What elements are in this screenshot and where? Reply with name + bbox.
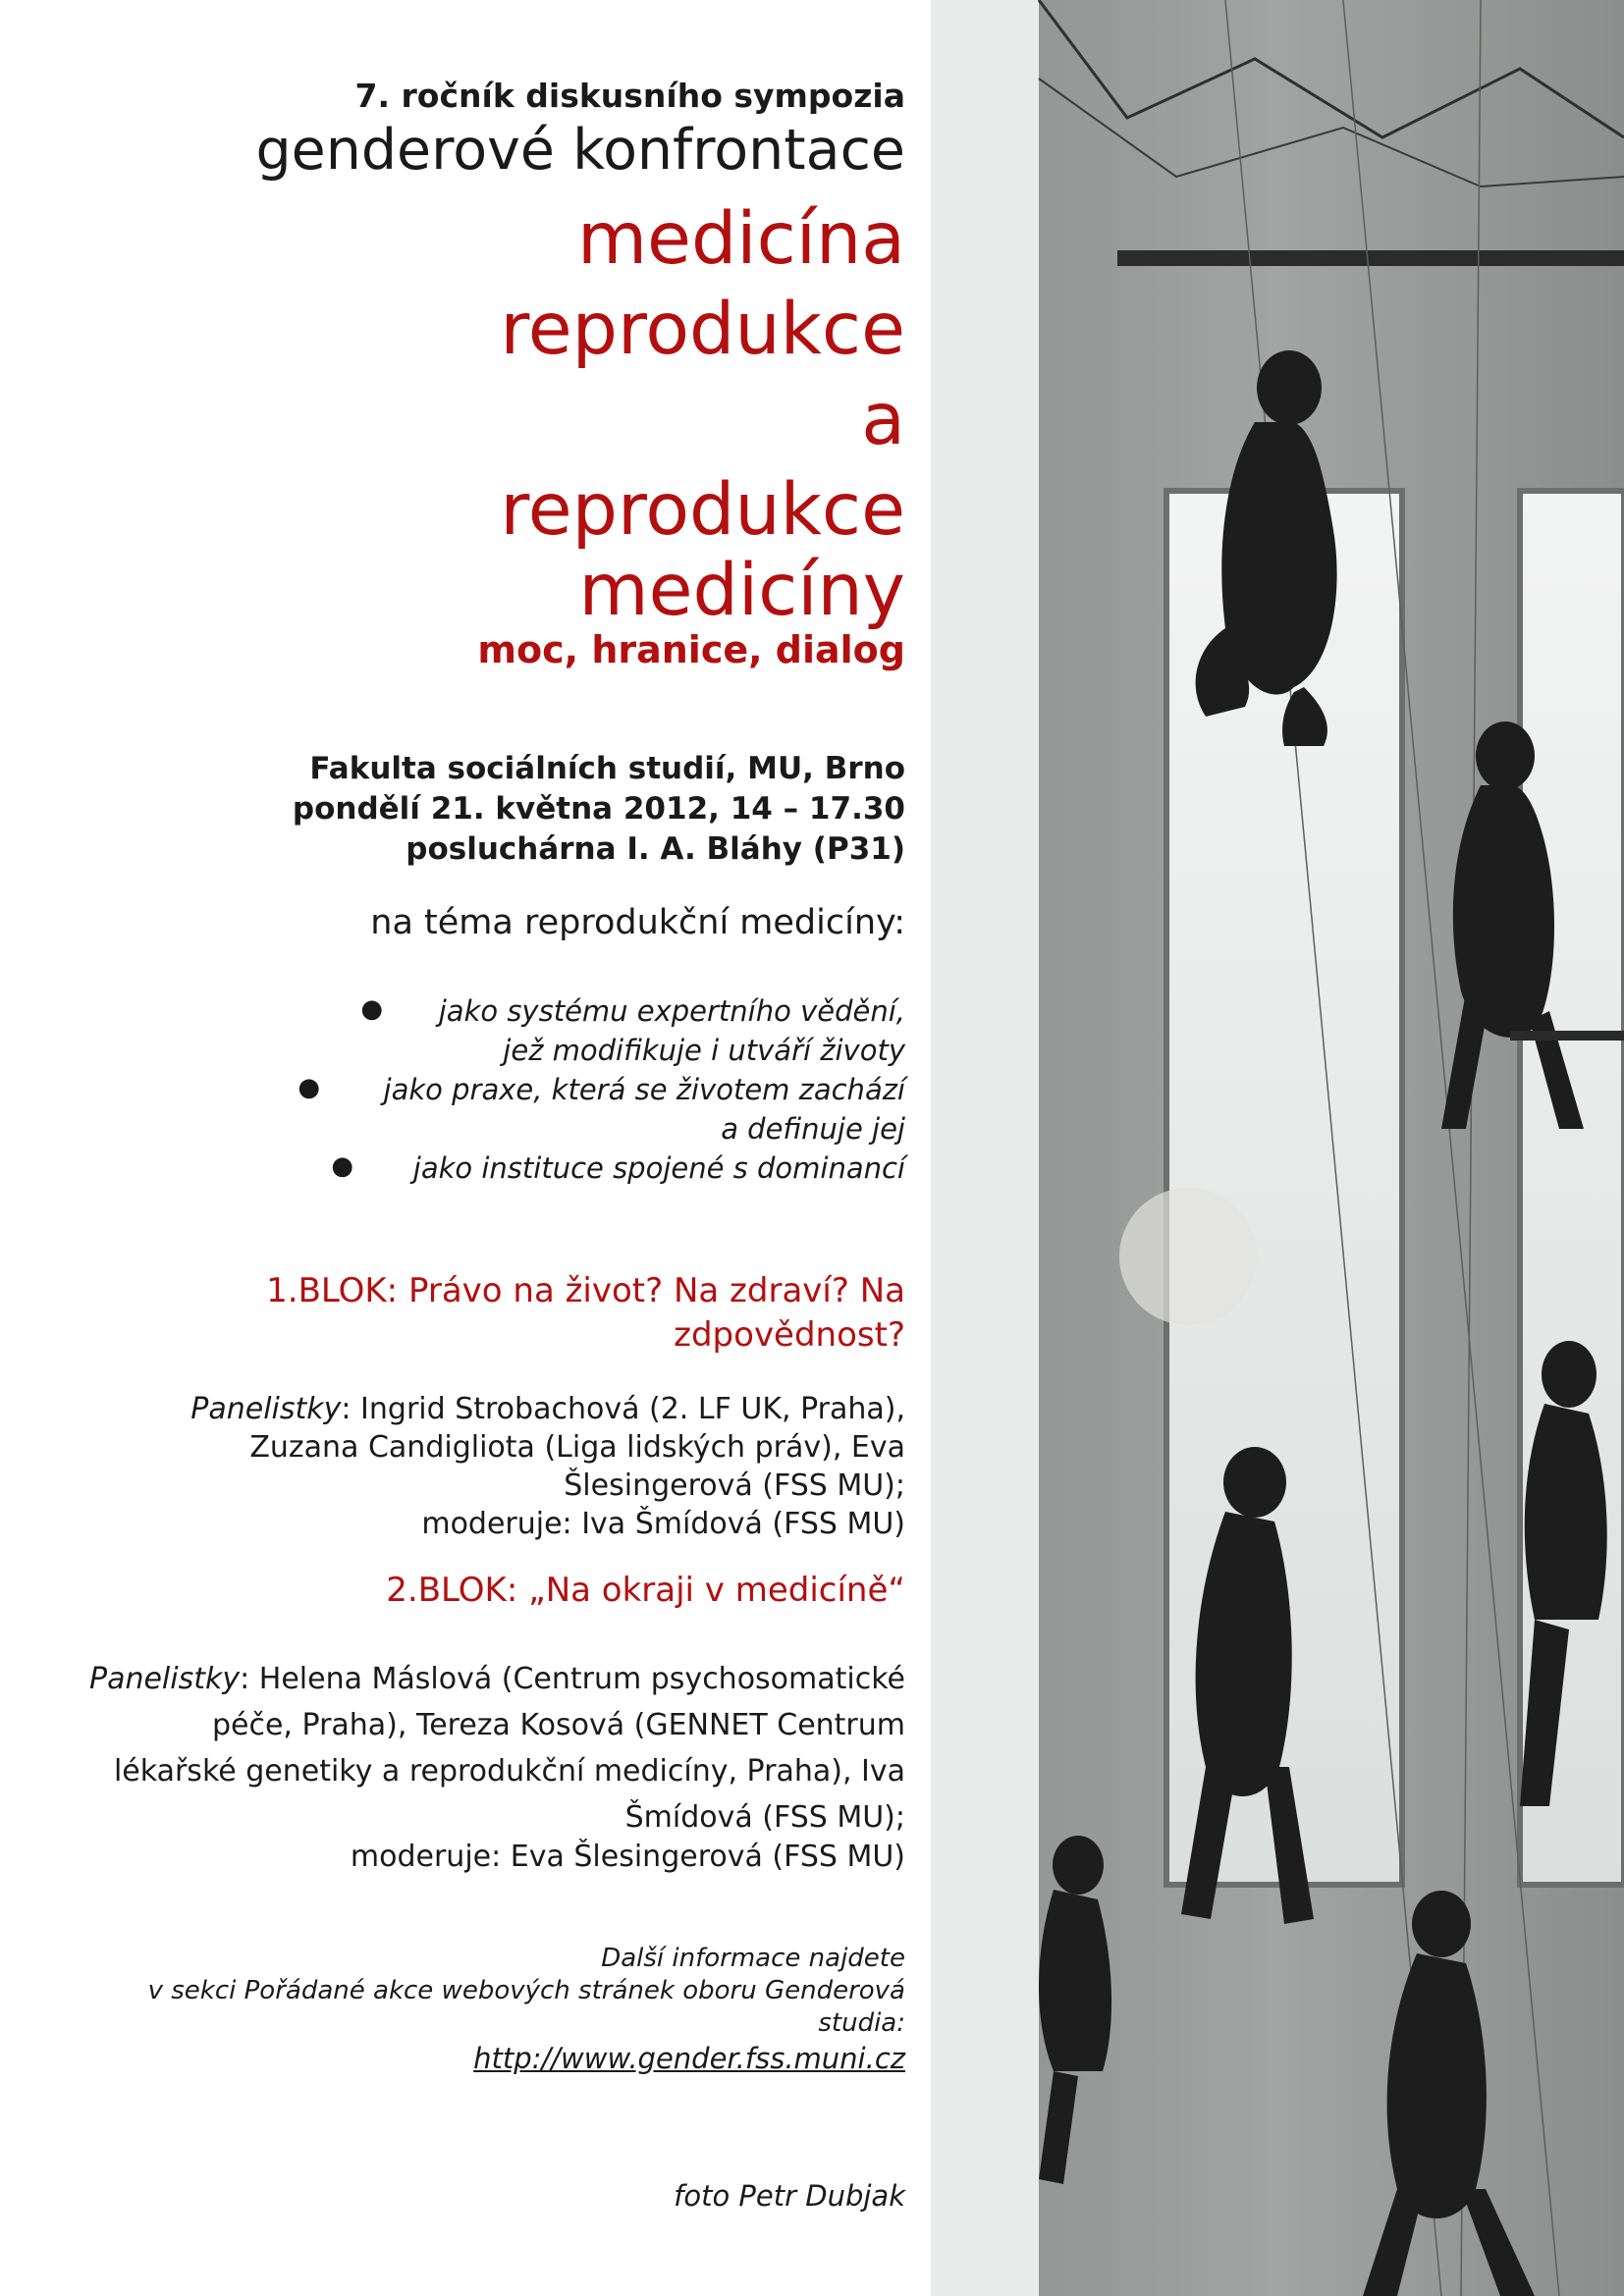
venue-date: pondělí 21. května 2012, 14 – 17.30 <box>292 791 905 827</box>
block1-panel-line-3: Šlesingerová (FSS MU); <box>564 1468 905 1503</box>
block2-title: 2.BLOK: „Na okraji v medicíně“ <box>386 1571 905 1610</box>
block1-title-line-2: zdpovědnost? <box>674 1315 905 1355</box>
sculpture-photo-illustration <box>931 0 1624 2296</box>
edition-line: 7. ročník diskusního sympozia <box>354 77 905 115</box>
info-line-1: Další informace najdete <box>601 1944 905 1973</box>
bullet-item-2: ● jako praxe, která se životem zachází <box>298 1073 905 1106</box>
block2-moderator: moderuje: Eva Šlesingerová (FSS MU) <box>350 1840 905 1874</box>
info-line-3: studia: <box>818 2008 905 2038</box>
bullet-dot-icon: ● <box>331 1151 353 1181</box>
block1-moderator: moderuje: Iva Šmídová (FSS MU) <box>421 1507 905 1541</box>
venue-line-1: Fakulta sociálních studií, MU, Brno <box>309 751 905 786</box>
bullet-item-1-cont: jež modifikuje i utváří životy <box>503 1034 905 1067</box>
photo-credit: foto Petr Dubjak <box>674 2179 905 2213</box>
title-line-5: medicíny <box>578 549 905 632</box>
block2-panel-line-3: lékařské genetiky a reprodukční medicíny, Praha), Iva <box>113 1754 905 1789</box>
bullet-item-1: ● jako systému expertního vědění, <box>360 994 905 1028</box>
block2-panel-label: Panelistky <box>88 1662 241 1696</box>
block1-panel-line-2: Zuzana Candigliota (Liga lidských práv), Eva <box>249 1430 905 1465</box>
block2-panel-line-1: Panelistky: Helena Máslová (Centrum psychosomatické <box>88 1662 905 1696</box>
info-line-2: v sekci Pořádané akce webových stránek oboru Genderová <box>147 1976 905 2005</box>
topic-intro: na téma reprodukční medicíny: <box>370 903 905 942</box>
series-title: genderové konfrontace <box>255 118 905 183</box>
website-link[interactable]: http://www.gender.fss.muni.cz <box>473 2042 905 2075</box>
title-line-1: medicína <box>576 197 905 281</box>
title-line-3: a <box>861 378 905 461</box>
block1-panel-label: Panelistky <box>190 1392 342 1426</box>
block1-title-line-1: 1.BLOK: Právo na život? Na zdraví? Na <box>266 1271 905 1310</box>
block1-panel-line-1: Panelistky: Ingrid Strobachová (2. LF UK, Praha), <box>190 1392 905 1426</box>
venue-room: posluchárna I. A. Bláhy (P31) <box>406 831 905 867</box>
bullet-item-2-cont: a definuje jej <box>721 1112 905 1146</box>
bullet-dot-icon: ● <box>298 1073 320 1102</box>
title-line-2: reprodukce <box>500 288 905 371</box>
sculpture-photo <box>931 0 1624 2296</box>
block2-panel-line-2: péče, Praha), Tereza Kosová (GENNET Centrum <box>211 1708 905 1742</box>
title-line-4: reprodukce <box>500 468 905 552</box>
subtitle: moc, hranice, dialog <box>477 628 905 671</box>
block2-panel-line-4: Šmídová (FSS MU); <box>624 1800 905 1835</box>
bullet-dot-icon: ● <box>360 994 383 1024</box>
bullet-item-3: ● jako instituce spojené s dominancí <box>331 1151 905 1185</box>
